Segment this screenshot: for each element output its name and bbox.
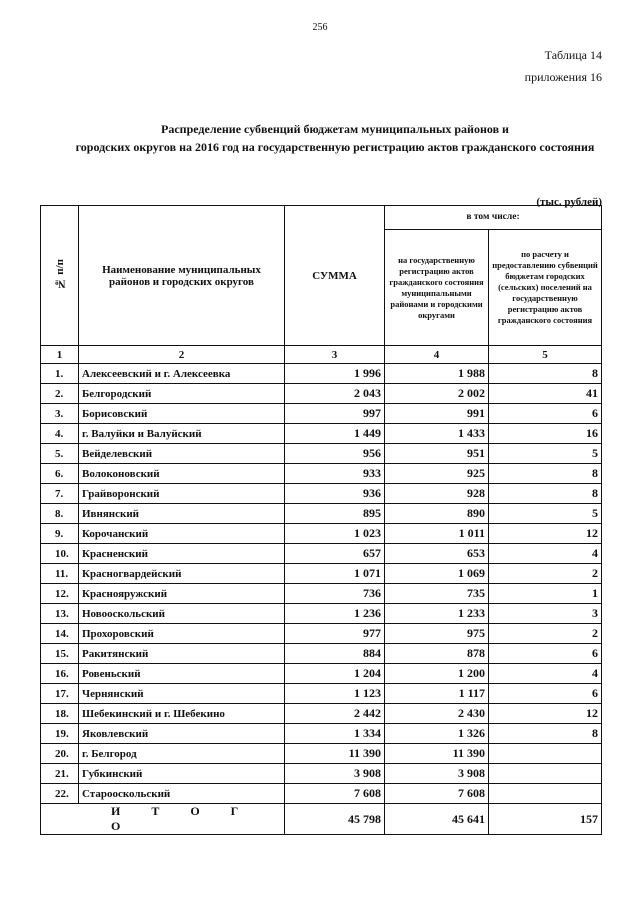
table-caption [525, 44, 602, 88]
table-row [41, 464, 602, 484]
row-sum: 736 [285, 584, 385, 604]
row-name: Яковлевский [79, 724, 285, 744]
header-col5: по расчету и предоставлению субвенций бюджетам городских (сельских) поселений на государственную регистрацию актов гражданского состояния [489, 230, 602, 346]
row-col4: 1 326 [385, 724, 489, 744]
row-sum: 3 908 [285, 764, 385, 784]
header-num [41, 206, 79, 346]
row-col5: 5 [489, 504, 602, 524]
row-name: Красногвардейский [79, 564, 285, 584]
column-number: 1 [41, 346, 79, 364]
row-name: Ровеньский [79, 664, 285, 684]
total-row [41, 804, 602, 835]
row-name: Чернянский [79, 684, 285, 704]
row-sum: 933 [285, 464, 385, 484]
table-row [41, 584, 602, 604]
row-name: Красненский [79, 544, 285, 564]
row-sum: 936 [285, 484, 385, 504]
row-name: Ивнянский [79, 504, 285, 524]
row-name: Волоконовский [79, 464, 285, 484]
row-sum: 1 236 [285, 604, 385, 624]
table-row [41, 424, 602, 444]
row-sum: 1 449 [285, 424, 385, 444]
row-name: Губкинский [79, 764, 285, 784]
row-sum: 1 996 [285, 364, 385, 384]
row-name: г. Белгород [79, 744, 285, 764]
row-number: 22. [41, 784, 79, 804]
row-name: Шебекинский и г. Шебекино [79, 704, 285, 724]
row-number: 21. [41, 764, 79, 784]
row-col5 [489, 764, 602, 784]
row-name: Борисовский [79, 404, 285, 424]
row-number: 13. [41, 604, 79, 624]
table-row [41, 504, 602, 524]
row-col5: 6 [489, 684, 602, 704]
total-label: И Т О Г О [41, 804, 285, 835]
row-col4: 1 117 [385, 684, 489, 704]
column-numbers-row [41, 346, 602, 364]
table-row [41, 744, 602, 764]
row-sum: 956 [285, 444, 385, 464]
row-col4: 1 233 [385, 604, 489, 624]
row-col5: 8 [489, 464, 602, 484]
row-number: 8. [41, 504, 79, 524]
row-number: 2. [41, 384, 79, 404]
row-col4: 1 200 [385, 664, 489, 684]
row-col4: 2 002 [385, 384, 489, 404]
row-name: Прохоровский [79, 624, 285, 644]
row-number: 15. [41, 644, 79, 664]
row-col4: 3 908 [385, 764, 489, 784]
row-sum: 2 043 [285, 384, 385, 404]
table-row [41, 364, 602, 384]
row-col5: 5 [489, 444, 602, 464]
row-number: 19. [41, 724, 79, 744]
row-number: 5. [41, 444, 79, 464]
title-line-2: городских округов на 2016 год на государственную регистрацию актов гражданского состояния [75, 140, 595, 154]
row-sum: 1 123 [285, 684, 385, 704]
row-sum: 895 [285, 504, 385, 524]
row-sum: 1 023 [285, 524, 385, 544]
row-col4: 975 [385, 624, 489, 644]
row-sum: 997 [285, 404, 385, 424]
table-row [41, 704, 602, 724]
table-row [41, 524, 602, 544]
row-col4: 991 [385, 404, 489, 424]
row-number: 9. [41, 524, 79, 544]
row-col5: 4 [489, 544, 602, 564]
row-sum: 2 442 [285, 704, 385, 724]
row-col4: 925 [385, 464, 489, 484]
row-name: Белгородский [79, 384, 285, 404]
row-sum: 7 608 [285, 784, 385, 804]
row-name: Алексеевский и г. Алексеевка [79, 364, 285, 384]
row-sum: 657 [285, 544, 385, 564]
table-row [41, 564, 602, 584]
row-col4: 878 [385, 644, 489, 664]
row-col5: 12 [489, 524, 602, 544]
row-name: Старооскольский [79, 784, 285, 804]
header-name: Наименование муниципальных районов и городских округов [79, 206, 285, 346]
row-name: Краснояружский [79, 584, 285, 604]
table-body [41, 364, 602, 804]
row-col5: 8 [489, 364, 602, 384]
row-col4: 1 011 [385, 524, 489, 544]
row-name: Грайворонский [79, 484, 285, 504]
header-col4: на государственную регистрацию актов гражданского состояния муниципальными районами и городскими округами [385, 230, 489, 346]
row-number: 4. [41, 424, 79, 444]
row-col5: 4 [489, 664, 602, 684]
table-row [41, 384, 602, 404]
row-col4: 951 [385, 444, 489, 464]
table-row [41, 444, 602, 464]
row-number: 16. [41, 664, 79, 684]
row-col4: 7 608 [385, 784, 489, 804]
row-col4: 1 433 [385, 424, 489, 444]
row-col4: 1 988 [385, 364, 489, 384]
row-number: 11. [41, 564, 79, 584]
row-col4: 928 [385, 484, 489, 504]
header-sum: СУММА [285, 206, 385, 346]
subvention-table [40, 205, 602, 835]
row-number: 3. [41, 404, 79, 424]
document-title [60, 120, 610, 156]
row-sum: 11 390 [285, 744, 385, 764]
header-num-text: № п/п [53, 258, 66, 290]
unit-label: (тыс. рублей) [536, 196, 602, 208]
row-name: Ракитянский [79, 644, 285, 664]
row-col5: 2 [489, 624, 602, 644]
column-number: 3 [285, 346, 385, 364]
table-row [41, 724, 602, 744]
table-row [41, 604, 602, 624]
row-sum: 884 [285, 644, 385, 664]
row-col5: 2 [489, 564, 602, 584]
row-col4: 653 [385, 544, 489, 564]
appendix-label: приложения 16 [524, 70, 602, 84]
row-sum: 977 [285, 624, 385, 644]
row-sum: 1 071 [285, 564, 385, 584]
row-number: 10. [41, 544, 79, 564]
header-including: в том числе: [385, 206, 602, 230]
row-number: 1. [41, 364, 79, 384]
row-col5: 6 [489, 404, 602, 424]
title-line-1: Распределение субвенций бюджетам муниципальных районов и [161, 122, 509, 136]
row-col4: 735 [385, 584, 489, 604]
table-row [41, 484, 602, 504]
row-col4: 2 430 [385, 704, 489, 724]
column-number: 5 [489, 346, 602, 364]
row-name: Вейделевский [79, 444, 285, 464]
page-number: 256 [312, 22, 328, 33]
row-col5 [489, 784, 602, 804]
row-number: 18. [41, 704, 79, 724]
row-name: Корочанский [79, 524, 285, 544]
table-row [41, 784, 602, 804]
row-sum: 1 204 [285, 664, 385, 684]
row-col4: 890 [385, 504, 489, 524]
row-col5: 16 [489, 424, 602, 444]
row-number: 12. [41, 584, 79, 604]
column-number: 4 [385, 346, 489, 364]
row-col5 [489, 744, 602, 764]
row-number: 14. [41, 624, 79, 644]
row-sum: 1 334 [285, 724, 385, 744]
row-col5: 6 [489, 644, 602, 664]
table-row [41, 544, 602, 564]
row-col5: 3 [489, 604, 602, 624]
table-row [41, 684, 602, 704]
total-sum: 45 798 [285, 804, 385, 835]
table-row [41, 404, 602, 424]
table-label: Таблица 14 [544, 48, 602, 62]
table-row [41, 644, 602, 664]
row-col5: 8 [489, 724, 602, 744]
row-col4: 11 390 [385, 744, 489, 764]
row-name: Новооскольский [79, 604, 285, 624]
column-number: 2 [79, 346, 285, 364]
table-row [41, 764, 602, 784]
row-name: г. Валуйки и Валуйский [79, 424, 285, 444]
total-col5: 157 [489, 804, 602, 835]
row-col5: 8 [489, 484, 602, 504]
row-col5: 12 [489, 704, 602, 724]
row-number: 17. [41, 684, 79, 704]
table-row [41, 664, 602, 684]
row-col4: 1 069 [385, 564, 489, 584]
total-col4: 45 641 [385, 804, 489, 835]
row-col5: 41 [489, 384, 602, 404]
row-number: 6. [41, 464, 79, 484]
table-row [41, 624, 602, 644]
row-number: 7. [41, 484, 79, 504]
row-number: 20. [41, 744, 79, 764]
row-col5: 1 [489, 584, 602, 604]
